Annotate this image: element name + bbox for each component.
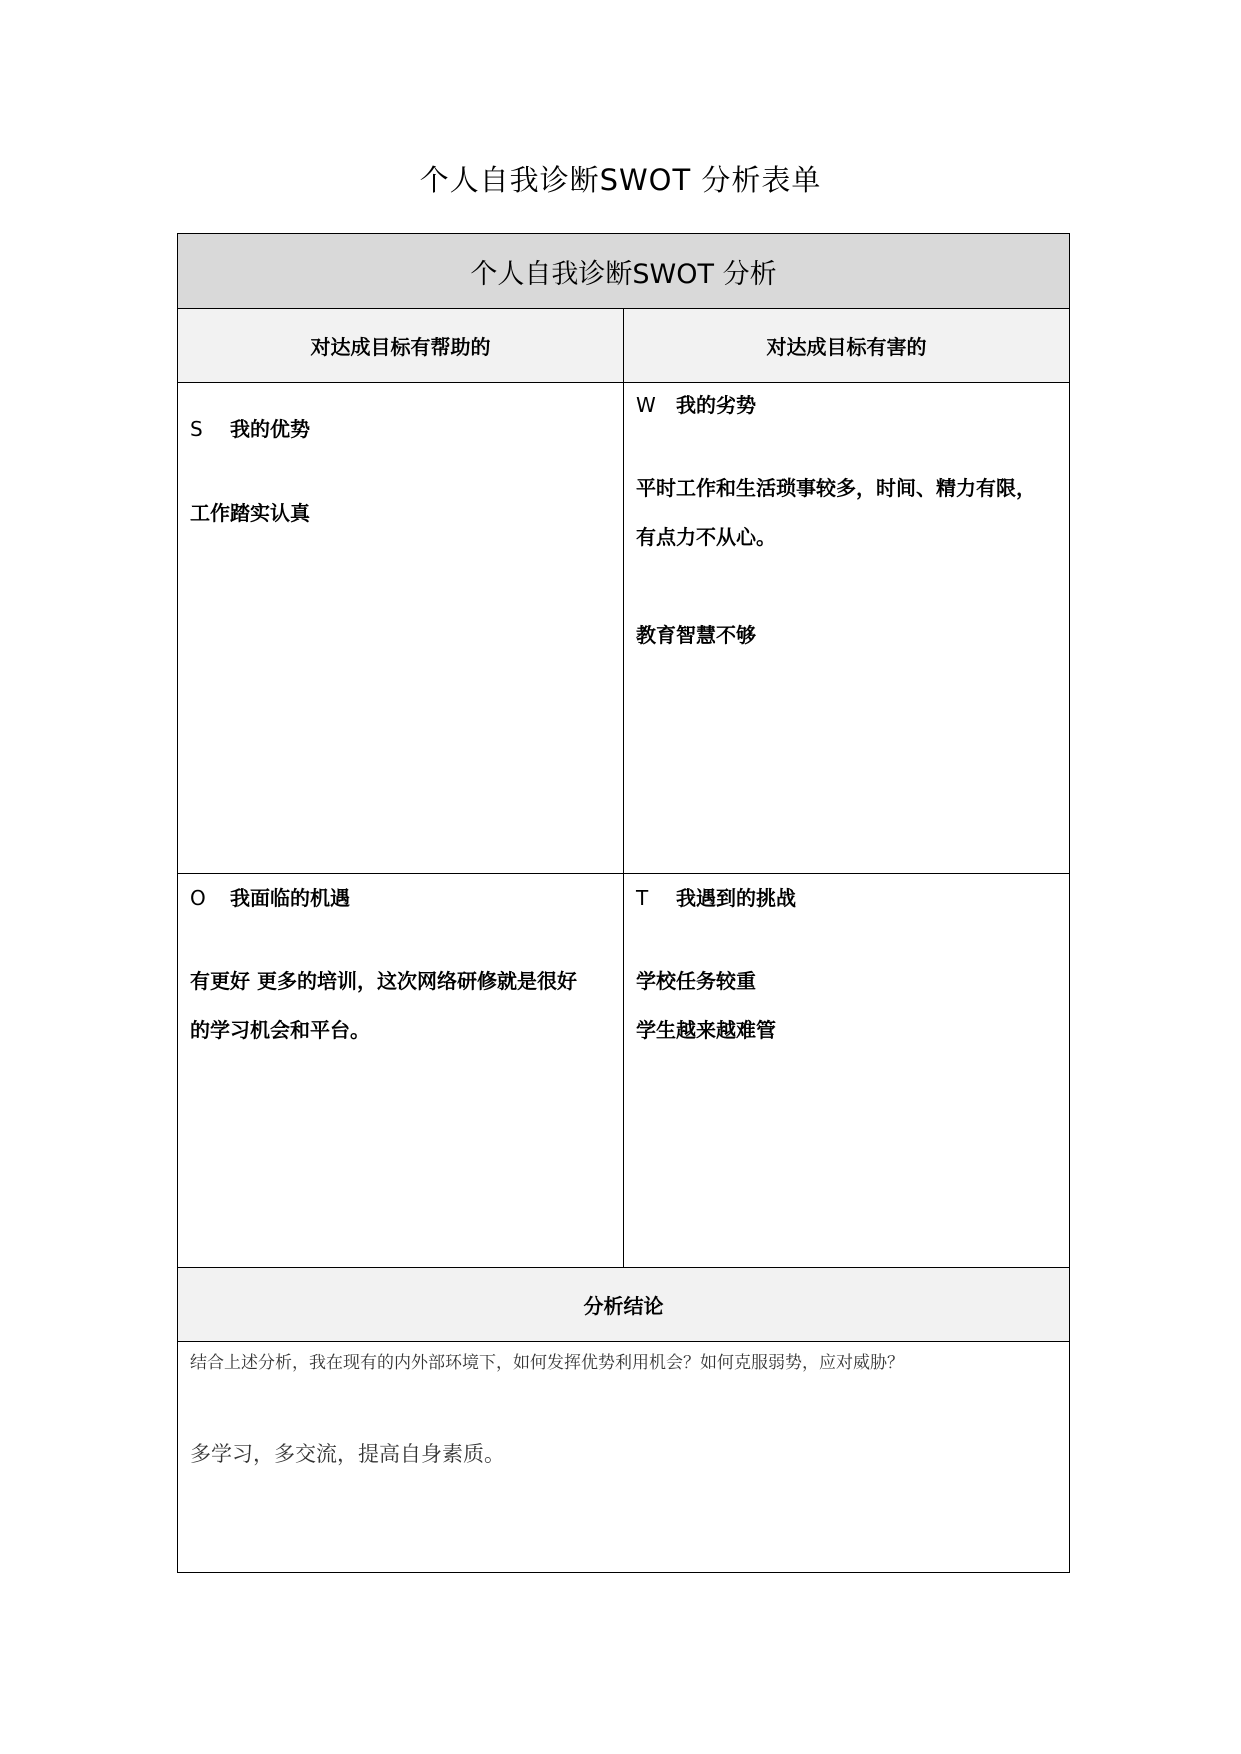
column-header-row	[178, 309, 1069, 383]
strengths-title: 我的优势	[230, 417, 310, 441]
weaknesses-text	[636, 464, 1063, 660]
conclusion-answer: 多学习，多交流，提高自身素质。	[190, 1442, 505, 1466]
weaknesses-line	[636, 562, 1063, 611]
strengths-line: 工作踏实认真	[190, 501, 310, 525]
page-title: 个人自我诊断SWOT 分析表单	[419, 163, 822, 197]
opportunities-cell	[178, 874, 624, 1267]
threats-cell	[624, 874, 1069, 1267]
weaknesses-title: 我的劣势	[676, 393, 756, 417]
threats-line: 学生越来越难管	[636, 1018, 776, 1042]
weaknesses-heading	[636, 389, 756, 418]
conclusion-prompt: 结合上述分析，我在现有的内外部环境下，如何发挥优势利用机会？如何克服弱势，应对威胁？	[190, 1353, 904, 1373]
weaknesses-cell	[624, 383, 1069, 873]
weaknesses-line: 有点力不从心。	[636, 525, 776, 549]
strengths-cell	[178, 383, 624, 873]
threats-line: 学校任务较重	[636, 969, 756, 993]
ot-row	[178, 874, 1069, 1268]
conclusion-heading: 分析结论	[178, 1268, 1069, 1342]
strengths-heading	[190, 413, 310, 442]
opportunities-letter: O	[190, 886, 206, 910]
opportunities-line: 的学习机会和平台。	[190, 1018, 370, 1042]
harmful-column-header: 对达成目标有害的	[766, 335, 927, 359]
weaknesses-letter: W	[636, 393, 656, 417]
table-header: 个人自我诊断SWOT 分析	[178, 234, 1069, 309]
opportunities-title: 我面临的机遇	[230, 886, 350, 910]
weaknesses-line: 平时工作和生活琐事较多，时间、精力有限，	[636, 476, 1036, 500]
opportunities-line: 有更好 更多的培训，这次网络研修就是很好	[190, 969, 577, 993]
sw-row	[178, 383, 1069, 874]
threats-title: 我遇到的挑战	[676, 886, 796, 910]
strengths-letter: S	[190, 417, 203, 441]
threats-heading	[636, 882, 796, 911]
helpful-column-header: 对达成目标有帮助的	[178, 309, 624, 382]
swot-table	[177, 233, 1070, 1573]
opportunities-heading	[190, 882, 350, 911]
strengths-text	[190, 489, 617, 538]
weaknesses-line: 教育智慧不够	[636, 623, 756, 647]
threats-letter: T	[636, 886, 649, 910]
opportunities-text	[190, 957, 617, 1055]
threats-text	[636, 957, 1063, 1055]
conclusion-cell	[178, 1342, 1069, 1572]
